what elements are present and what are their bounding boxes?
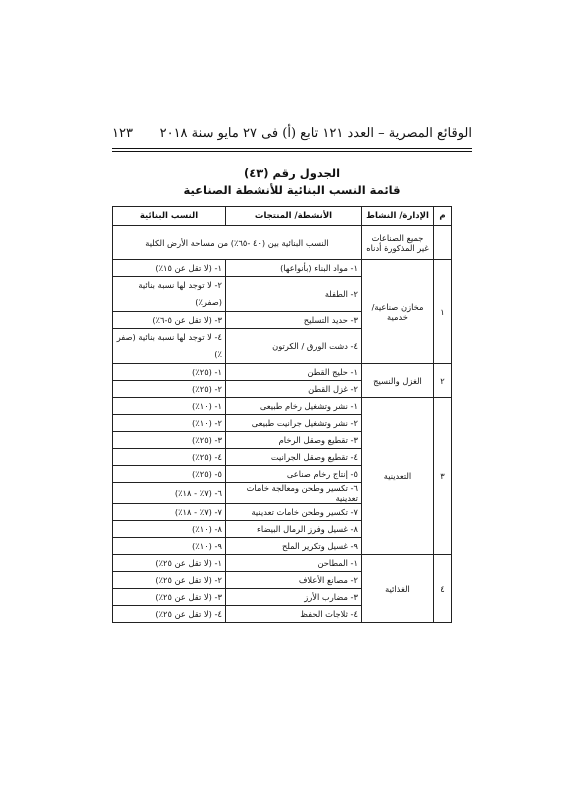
cell-activity: ٧- تكسير وطحن خامات تعدينية (226, 504, 362, 521)
cell-ratio: ٤- (٢٥٪) (113, 449, 226, 466)
cell-activity: ٤- تقطيع وصقل الجرانيت (226, 449, 362, 466)
header-rule-thin (112, 151, 472, 152)
cell-activity: ٤- ثلاجات الحفظ (226, 606, 362, 623)
header-dept: الإدارة/ النشاط (362, 207, 434, 226)
cell-dept: التعدينية (362, 398, 434, 555)
cell-activity: ٢- نشر وتشغيل جرانيت طبيعى (226, 415, 362, 432)
cell-num (434, 226, 452, 260)
cell-ratio: ٢- لا توجد لها نسبة بنائية (صفر٪) (113, 277, 226, 312)
cell-activity: ١- مواد البناء (بأنواعها) (226, 260, 362, 277)
cell-ratio: ٢- (١٠٪) (113, 415, 226, 432)
table-row (113, 260, 452, 277)
cell-ratio: ٢- (٢٥٪) (113, 381, 226, 398)
table-row (113, 364, 452, 381)
header-ratios: النسب البنائية (113, 207, 226, 226)
header-num: م (434, 207, 452, 226)
header-text: الوقائع المصرية – العدد ١٢١ تابع (أ) فى ٢٧ مايو سنة ٢٠١٨ (159, 126, 472, 141)
cell-activity: ١- نشر وتشغيل رخام طبيعى (226, 398, 362, 415)
cell-note: النسب البنائية بين (٤٠ -٦٥٪) من مساحة الأرض الكلية (113, 226, 362, 260)
cell-num: ٢ (434, 364, 452, 398)
cell-ratio: ١- (١٠٪) (113, 398, 226, 415)
cell-ratio: ٦- (٧٪ - ١٨٪) (113, 483, 226, 504)
cell-ratio: ٣- (٢٥٪) (113, 432, 226, 449)
cell-ratio: ٢- (لا تقل عن ٢٥٪) (113, 572, 226, 589)
cell-ratio: ٥- (٢٥٪) (113, 466, 226, 483)
cell-activity: ٤- دشت الورق / الكرتون (226, 329, 362, 364)
cell-ratio: ٨- (١٠٪) (113, 521, 226, 538)
table-row (113, 398, 452, 415)
cell-activity: ٣- مضارب الأرز (226, 589, 362, 606)
cell-activity: ٨- غسيل وفرز الرمال البيضاء (226, 521, 362, 538)
page-header (112, 124, 472, 146)
cell-ratio: ٤- (لا تقل عن ٢٥٪) (113, 606, 226, 623)
cell-num: ٤ (434, 555, 452, 623)
cell-ratio: ٧- (٧٪ - ١٨٪) (113, 504, 226, 521)
cell-activity: ٢- الطفلة (226, 277, 362, 312)
cell-activity: ١- المطاحن (226, 555, 362, 572)
cell-num: ١ (434, 260, 452, 364)
cell-dept: الغذائية (362, 555, 434, 623)
page-number: ١٢٣ (112, 126, 133, 141)
table-row (113, 555, 452, 572)
ratios-table (112, 206, 452, 623)
cell-activity: ٢- غزل القطن (226, 381, 362, 398)
table-number-title: الجدول رقم (٤٣) (243, 166, 341, 180)
cell-activity: ٩- غسيل وتكرير الملح (226, 538, 362, 555)
cell-dept: جميع الصناعات غير المذكورة أدناه (362, 226, 434, 260)
cell-activity: ١- حليج القطن (226, 364, 362, 381)
cell-ratio: ٤- لا توجد لها نسبة بنائية (صفر ٪) (113, 329, 226, 364)
cell-activity: ٦- تكسير وطحن ومعالجة خامات تعدينية (226, 483, 362, 504)
cell-ratio: ١- (لا تقل عن ١٥٪) (113, 260, 226, 277)
cell-dept: مخازن صناعية/ خدمية (362, 260, 434, 364)
cell-activity: ٣- حديد التسليح (226, 312, 362, 329)
cell-ratio: ٩- (١٠٪) (113, 538, 226, 555)
header-activities: الأنشطة/ المنتجات (226, 207, 362, 226)
header-rule (112, 148, 472, 149)
cell-activity: ٣- تقطيع وصقل الرخام (226, 432, 362, 449)
table-body (113, 226, 452, 623)
cell-activity: ٥- إنتاج رخام صناعى (226, 466, 362, 483)
cell-ratio: ١- (٢٥٪) (113, 364, 226, 381)
cell-ratio: ٣- (لا تقل عن ٥-٦٪) (113, 312, 226, 329)
cell-activity: ٢- مصانع الأعلاف (226, 572, 362, 589)
table-header-row (113, 207, 452, 226)
cell-ratio: ١- (لا تقل عن ٢٥٪) (113, 555, 226, 572)
cell-dept: الغزل والنسيج (362, 364, 434, 398)
table-row (113, 226, 452, 260)
cell-num: ٣ (434, 398, 452, 555)
cell-ratio: ٣- (لا تقل عن ٢٥٪) (113, 589, 226, 606)
table-title: قائمة النسب البنائية للأنشطة الصناعية (183, 183, 401, 197)
